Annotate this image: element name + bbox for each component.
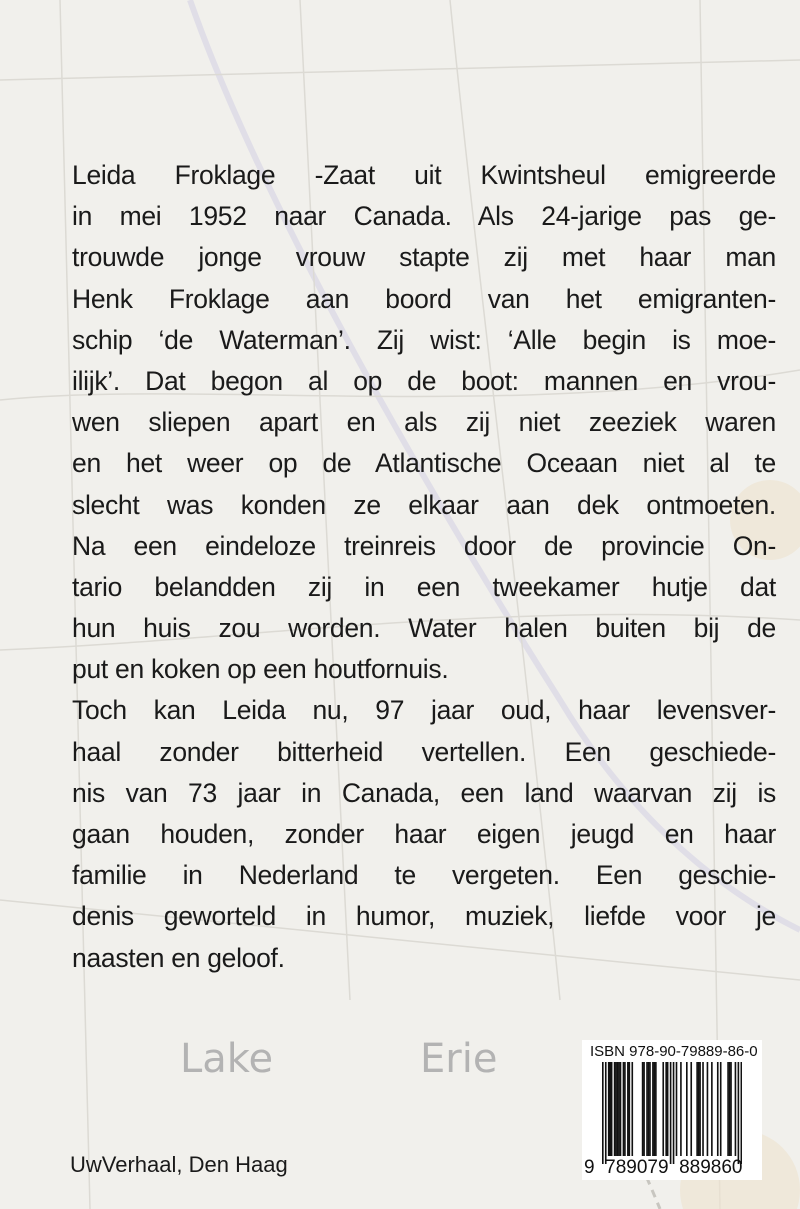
text-line: hun huis zou worden. Water halen buiten bij de (72, 613, 776, 644)
barcode-bar (620, 1062, 622, 1156)
barcode-bar (673, 1062, 675, 1164)
text-line: nis van 73 jaar in Canada, een land waarvan zij is (72, 777, 776, 808)
text-line: denis geworteld in humor, muziek, liefde voor je (72, 901, 776, 932)
isbn-barcode (582, 1040, 762, 1180)
barcode-bar (729, 1062, 731, 1156)
barcode-bar (608, 1062, 610, 1156)
barcode-bar (720, 1062, 722, 1156)
barcode-bar (662, 1062, 664, 1156)
text-line: Henk Froklage aan boord van het emigranten- (72, 283, 776, 314)
barcode-bar (699, 1062, 701, 1156)
map-label-lake: Lake (180, 1036, 274, 1082)
barcode-bar (611, 1062, 613, 1156)
barcode-bar (646, 1062, 648, 1156)
barcode-bar (696, 1062, 698, 1156)
barcode-bar (631, 1062, 633, 1156)
text-line: trouwde jonge vrouw stapte zij met haar man (72, 242, 776, 273)
text-line: familie in Nederland te vergeten. Een geschie- (72, 860, 776, 891)
text-line: slecht was konden ze elkaar aan dek ontmoeten. (72, 489, 776, 520)
text-line: naasten en geloof. (72, 942, 285, 973)
barcode-bar (686, 1062, 688, 1156)
barcode-bar (738, 1062, 740, 1164)
text-line: tario belandden zij in een tweekamer hutje dat (72, 571, 776, 602)
barcode-bar (609, 1062, 611, 1156)
barcode-digits: 9 789079 889860 (584, 1157, 743, 1178)
isbn-label: ISBN 978-90-79889-86-0 (590, 1043, 758, 1060)
text-line: in mei 1952 naar Canada. Als 24-jarige pas ge- (72, 201, 776, 232)
text-line: ilijk’. Dat begon al op de boot: mannen en vrou- (72, 365, 776, 396)
barcode-bar (629, 1062, 631, 1156)
barcode-bar (711, 1062, 713, 1156)
text-line: gaan houden, zonder haar eigen jeugd en haar (72, 819, 776, 849)
barcode-bar (602, 1062, 604, 1164)
barcode-bar (698, 1062, 700, 1156)
barcode-bar (642, 1062, 644, 1156)
barcode-bar (690, 1062, 692, 1156)
barcode-bar (667, 1062, 669, 1156)
barcode-bar (727, 1062, 729, 1156)
barcode-bar (617, 1062, 619, 1156)
text-line: Toch kan Leida nu, 97 jaar oud, haar levensver- (72, 695, 776, 726)
barcode-bar (680, 1062, 682, 1156)
barcode-bar (652, 1062, 654, 1156)
barcode-bar (605, 1062, 607, 1164)
barcode-bar (670, 1062, 672, 1164)
text-line: schip ‘de Waterman’. Zij wist: ‘Alle begin is moe- (72, 324, 776, 355)
blurb-text (72, 155, 776, 979)
barcode-bar (741, 1062, 742, 1164)
barcode-bar (623, 1062, 625, 1156)
barcode-bar (702, 1062, 704, 1156)
text-line: haal zonder bitterheid vertellen. Een geschiede- (72, 736, 776, 767)
barcode-bar (627, 1062, 629, 1156)
publisher: UwVerhaal, Den Haag (70, 1152, 288, 1177)
text-line: Leida Froklage -Zaat uit Kwintsheul emigreerde (72, 160, 776, 190)
barcode-bar (624, 1062, 626, 1156)
barcode-bar (735, 1062, 737, 1156)
barcode-bar (615, 1062, 617, 1156)
barcode-bar (717, 1062, 719, 1156)
barcode-bar (614, 1062, 616, 1156)
text-line: en het weer op de Atlantische Oceaan niet al te (72, 448, 776, 479)
barcode-bar (730, 1062, 732, 1156)
barcode-bar (649, 1062, 651, 1156)
barcode-bar (665, 1062, 667, 1156)
barcode-bar (648, 1062, 650, 1156)
barcode-bars (602, 1062, 742, 1164)
barcode-bar (707, 1062, 709, 1156)
map-label-erie: Erie (420, 1036, 498, 1082)
barcode-bar (655, 1062, 657, 1156)
barcode-bar (676, 1062, 678, 1156)
text-line: put en koken op een houtfornuis. (72, 654, 449, 685)
text-line: wen sliepen apart en als zij niet zeeziek waren (72, 407, 776, 438)
barcode-bar (654, 1062, 656, 1156)
barcode-bar (643, 1062, 645, 1156)
barcode-bar (618, 1062, 620, 1156)
text-line: Na een eindeloze treinreis door de provincie On- (72, 530, 776, 561)
